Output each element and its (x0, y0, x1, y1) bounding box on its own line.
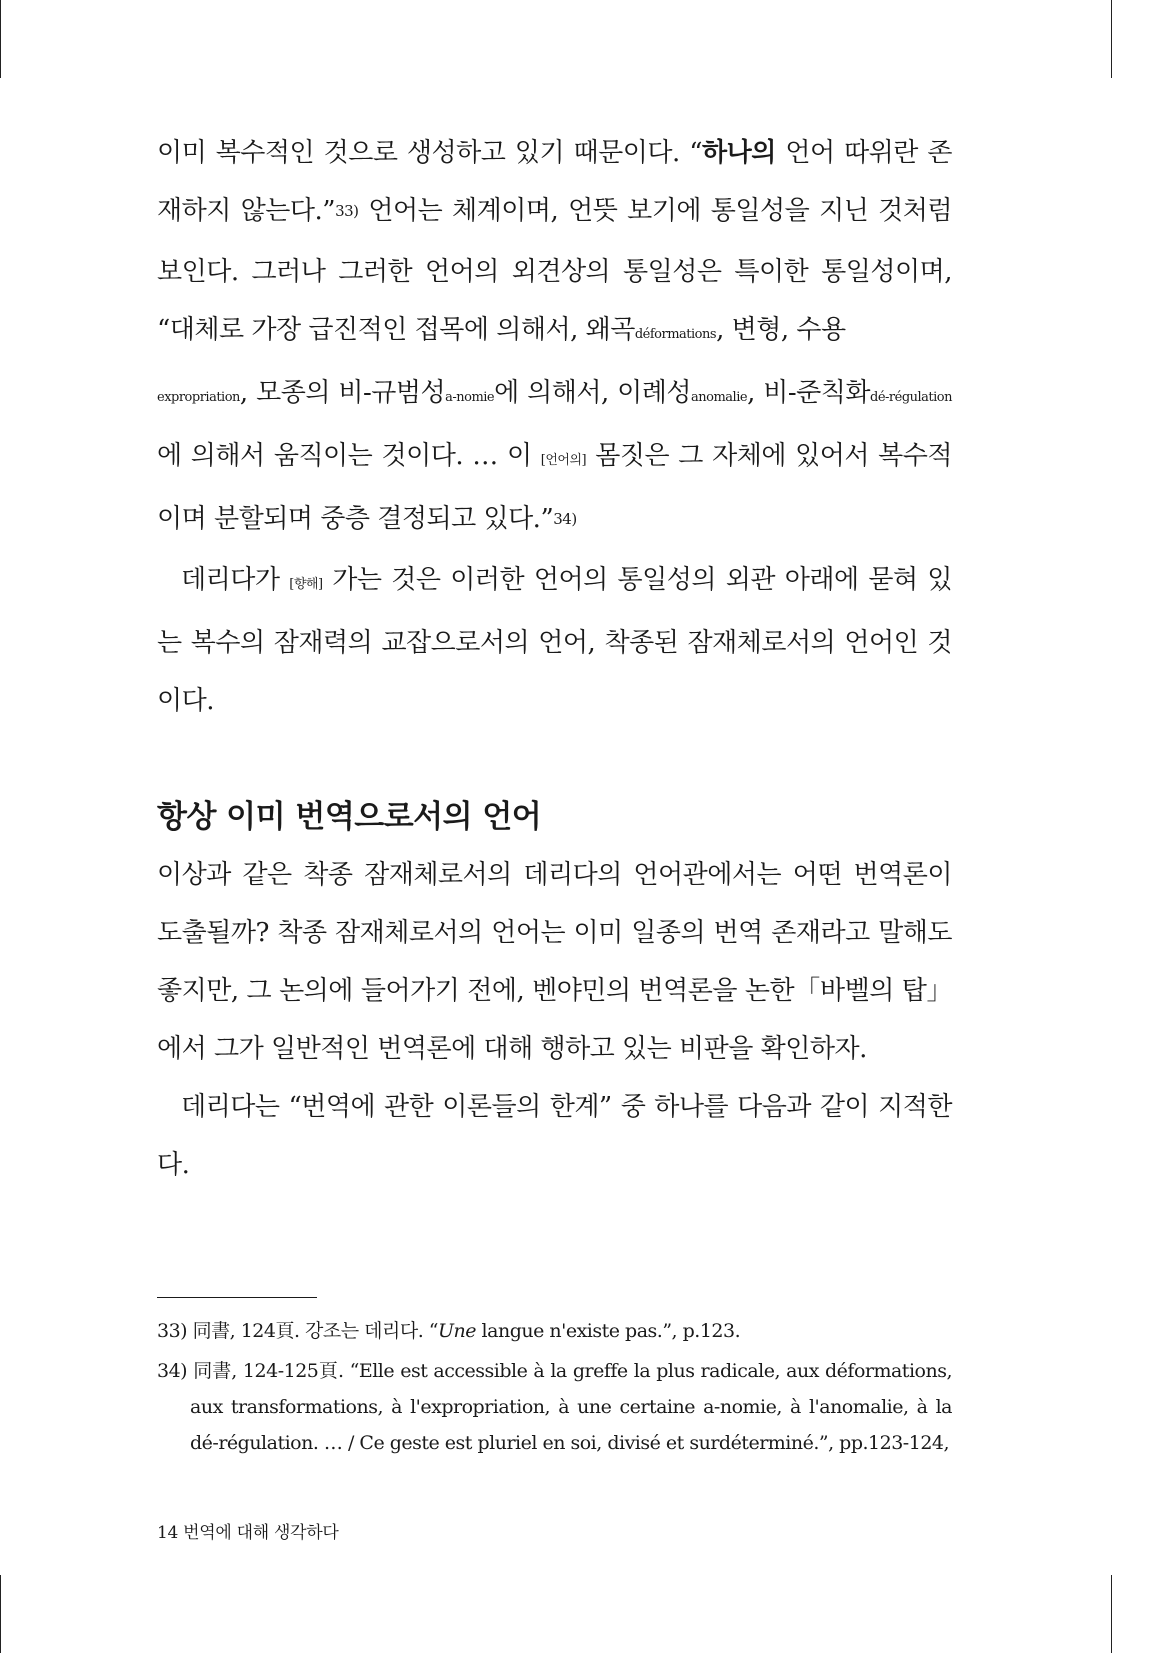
gloss-expropriation: expropriation (157, 390, 240, 405)
text-run: 언어는 체계이며, 언뜻 보기에 통일성을 지닌 것처럼 보인다. 그러나 그러한 언어의 외견상의 통일성은 특이한 통일성이며, “대체로 가장 급진적인 접목에 의해서, 왜곡 (157, 196, 952, 345)
paragraph-4: 데리다는 “번역에 관한 이론들의 한계” 중 하나를 다음과 같이 지적한다. (157, 1092, 952, 1180)
text-run: 이미 복수적인 것으로 생성하고 있기 때문이다. “ (157, 138, 703, 168)
footnote-text: langue n'existe pas.”, p.123. (476, 1320, 741, 1342)
footnotes (157, 1313, 952, 1465)
footnote-34 (157, 1353, 952, 1461)
footnote-text: 同書, 124-125頁. “Elle est accessible à la greffe la plus radicale, aux déformations, aux transformations, à l'expropriation, à une certaine a-nomie, à l'anomalie, à la dé-régulation. … / Ce geste est pluriel en soi, divisé et surdéterminé.”, pp.123-124, (187, 1360, 952, 1454)
text-run: , 변형, 수용 (716, 315, 846, 345)
text-run: 에 의해서 움직이는 것이다. … 이 (157, 441, 541, 471)
footnote-number: 34) (157, 1360, 188, 1382)
text-run: 데리다가 (181, 565, 290, 595)
footnote-number: 33) (157, 1320, 188, 1342)
page-number: 14 (157, 1523, 179, 1543)
gloss-deregulation: dé-régulation (870, 390, 952, 405)
gloss-deformations: déformations (634, 327, 717, 342)
crop-mark-top-right (1111, 0, 1112, 78)
page-footer (157, 1518, 338, 1543)
section-heading: 항상 이미 번역으로서의 언어 (157, 799, 542, 835)
annotation-toward: [향해] (289, 577, 323, 592)
running-title: 번역에 대해 생각하다 (183, 1523, 339, 1543)
paragraph-2 (157, 551, 952, 730)
paragraph-3: 이상과 같은 착종 잠재체로서의 데리다의 언어관에서는 어떤 번역론이 도출될까? 착종 잠재체로서의 언어는 이미 일종의 번역 존재라고 말해도 좋지만, 그 논의에 들어가기 전에, 벤야민의 번역론을 논한「바벨의 탑」에서 그가 일반적인 번역론에 대해 행하고 있는 비판을 확인하자. (157, 860, 952, 1064)
text-run: 가는 것은 이러한 언어의 통일성의 외관 아래에 묻혀 있는 복수의 잠재력의 교잡으로서의 언어, 착종된 잠재체로서의 언어인 것이다. (157, 565, 953, 716)
gloss-anomalie: anomalie (691, 390, 748, 405)
text-run: , 비-준칙화 (747, 378, 870, 408)
footnote-33 (157, 1313, 952, 1349)
footnote-ref-34[interactable]: 34) (553, 510, 577, 528)
crop-mark-top-left (0, 0, 1, 78)
crop-mark-bottom-right (1111, 1575, 1112, 1653)
footnote-text: 同書, 124頁. 강조는 데리다. “ (187, 1320, 439, 1342)
text-run: 에 의해서, 이례성 (494, 378, 692, 408)
footnote-italic: Une (438, 1320, 477, 1342)
page-body (157, 124, 952, 1194)
text-run: , 모종의 비-규범성 (239, 378, 446, 408)
text-run: 언어 따위란 존재하지 않는다.” (157, 138, 952, 226)
section-gap (157, 730, 952, 788)
emphasis-bold: 하나의 (702, 138, 776, 168)
paragraph-1 (157, 124, 952, 551)
annotation-language: [언어의] (540, 453, 587, 468)
gloss-anomie: a-nomie (445, 390, 495, 405)
crop-mark-bottom-left (0, 1575, 1, 1653)
text-run: 몸짓은 그 자체에 있어서 복수적이며 분할되며 중층 결정되고 있다.” (157, 441, 952, 534)
footnote-divider (157, 1297, 317, 1298)
footnote-ref-33[interactable]: 33) (335, 202, 359, 220)
